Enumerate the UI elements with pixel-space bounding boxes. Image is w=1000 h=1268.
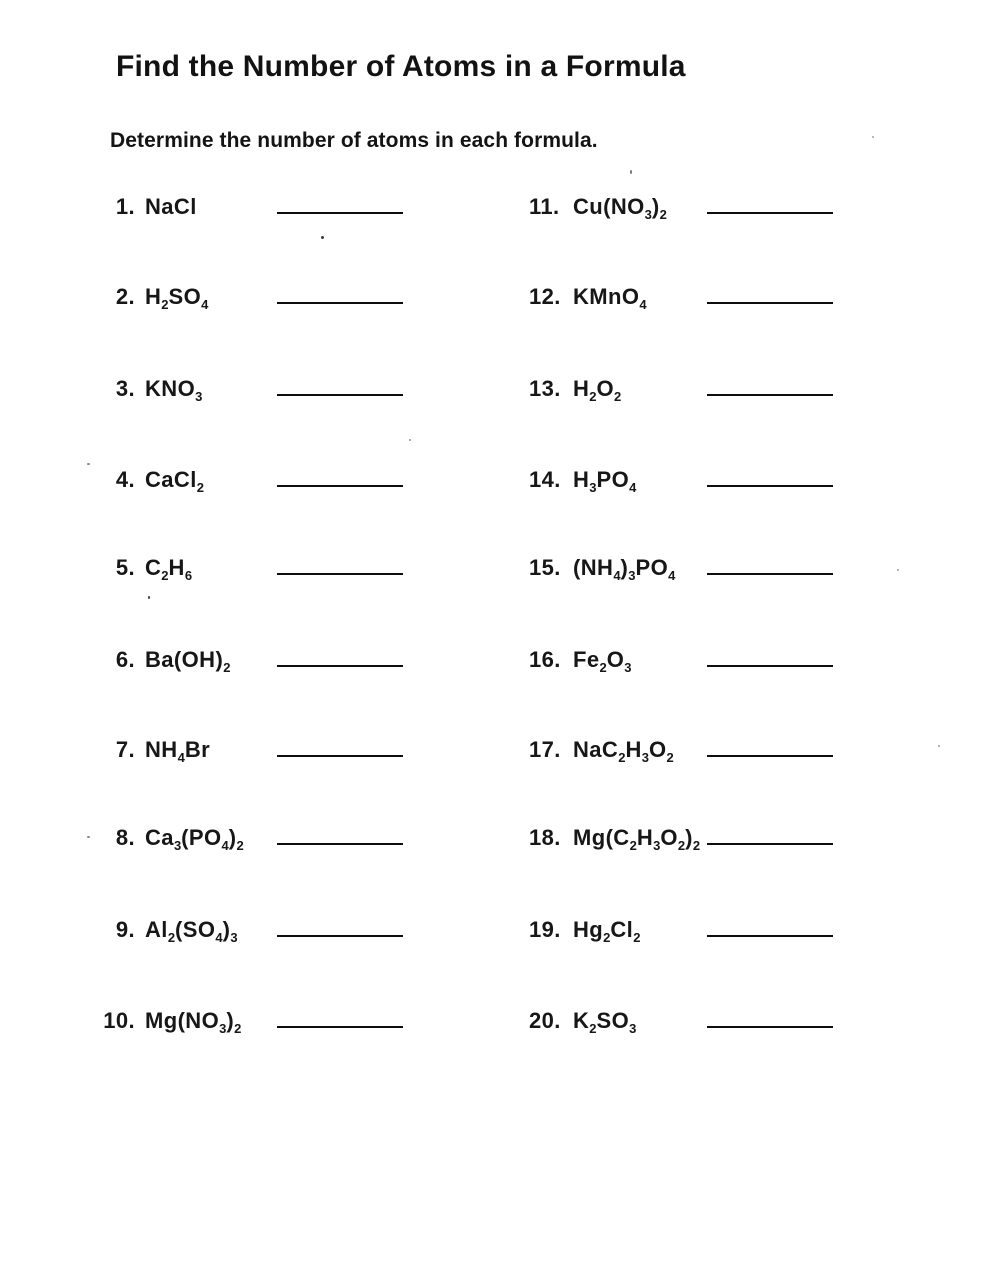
item-number: 13. — [529, 376, 561, 401]
item-formula: $Ca_3(PO_4)_2$ — [145, 825, 244, 853]
item-number: 4. — [115, 467, 135, 492]
item-formula: $Al_2(SO_4)_3$ — [145, 917, 238, 945]
item-number: 7. — [115, 737, 135, 762]
answer-blank[interactable] — [277, 935, 403, 937]
item-formula: $Ba(OH)_2$ — [145, 647, 231, 675]
item-number: 5. — [115, 555, 135, 580]
scan-speck — [872, 136, 874, 138]
answer-blank[interactable] — [707, 935, 833, 937]
item-number: 12. — [529, 284, 561, 309]
answer-blank[interactable] — [277, 1026, 403, 1028]
answer-blank[interactable] — [277, 665, 403, 667]
item-number: 8. — [115, 825, 135, 850]
item-formula: $NaC_2H_3O_2$ — [573, 737, 674, 765]
answer-blank[interactable] — [707, 665, 833, 667]
answer-blank[interactable] — [277, 302, 403, 304]
item-number: 20. — [529, 1008, 561, 1033]
answer-blank[interactable] — [707, 485, 833, 487]
item-formula: $C_2H_6$ — [145, 555, 193, 583]
answer-blank[interactable] — [707, 755, 833, 757]
item-number: 17. — [529, 737, 561, 762]
item-number: 15. — [529, 555, 561, 580]
scan-speck — [321, 236, 324, 239]
answer-blank[interactable] — [277, 212, 403, 214]
scan-speck — [87, 463, 90, 465]
answer-blank[interactable] — [277, 573, 403, 575]
item-number: 9. — [115, 917, 135, 942]
answer-blank[interactable] — [277, 394, 403, 396]
answer-blank[interactable] — [707, 302, 833, 304]
item-number: 2. — [115, 284, 135, 309]
page-title: Find the Number of Atoms in a Formula — [116, 50, 686, 83]
item-formula: $Fe_2O_3$ — [573, 647, 632, 675]
item-number: 1. — [115, 194, 135, 219]
scan-speck — [87, 836, 90, 838]
answer-blank[interactable] — [707, 573, 833, 575]
item-formula: $K_2SO_3$ — [573, 1008, 637, 1036]
answer-blank[interactable] — [707, 843, 833, 845]
item-formula: $(NH_4)_3PO_4$ — [573, 555, 676, 583]
item-number: 14. — [529, 467, 561, 492]
item-formula: $Cu(NO_3)_2$ — [573, 194, 667, 222]
item-number: 10. — [103, 1008, 135, 1033]
item-formula: $H_3PO_4$ — [573, 467, 637, 495]
item-formula: KMnO$_4$ — [573, 284, 647, 312]
answer-blank[interactable] — [277, 485, 403, 487]
item-number: 3. — [115, 376, 135, 401]
scan-speck — [897, 569, 899, 571]
item-number: 11. — [529, 194, 560, 219]
answer-blank[interactable] — [707, 212, 833, 214]
answer-blank[interactable] — [707, 1026, 833, 1028]
item-formula: $Hg_2Cl_2$ — [573, 917, 641, 945]
answer-blank[interactable] — [277, 843, 403, 845]
item-formula: NaCl — [145, 194, 197, 219]
item-formula: $Mg(NO_3)_2$ — [145, 1008, 242, 1036]
scan-speck — [630, 170, 632, 174]
item-number: 19. — [529, 917, 561, 942]
item-formula: $NH_4Br$ — [145, 737, 211, 765]
item-formula: $H_2SO_4$ — [145, 284, 209, 312]
item-number: 6. — [115, 647, 135, 672]
item-number: 16. — [529, 647, 561, 672]
instruction-text: Determine the number of atoms in each formula. — [110, 129, 598, 152]
item-number: 18. — [529, 825, 561, 850]
scan-speck — [148, 596, 150, 599]
answer-blank[interactable] — [707, 394, 833, 396]
item-formula: $Mg(C_2H_3O_2)_2$ — [573, 825, 701, 853]
scan-speck — [938, 745, 940, 747]
scan-speck — [409, 439, 411, 441]
answer-blank[interactable] — [277, 755, 403, 757]
item-formula: $KNO_3$ — [145, 376, 203, 404]
item-formula: CaCl$_2$ — [145, 467, 204, 495]
item-formula: $H_2O_2$ — [573, 376, 622, 404]
